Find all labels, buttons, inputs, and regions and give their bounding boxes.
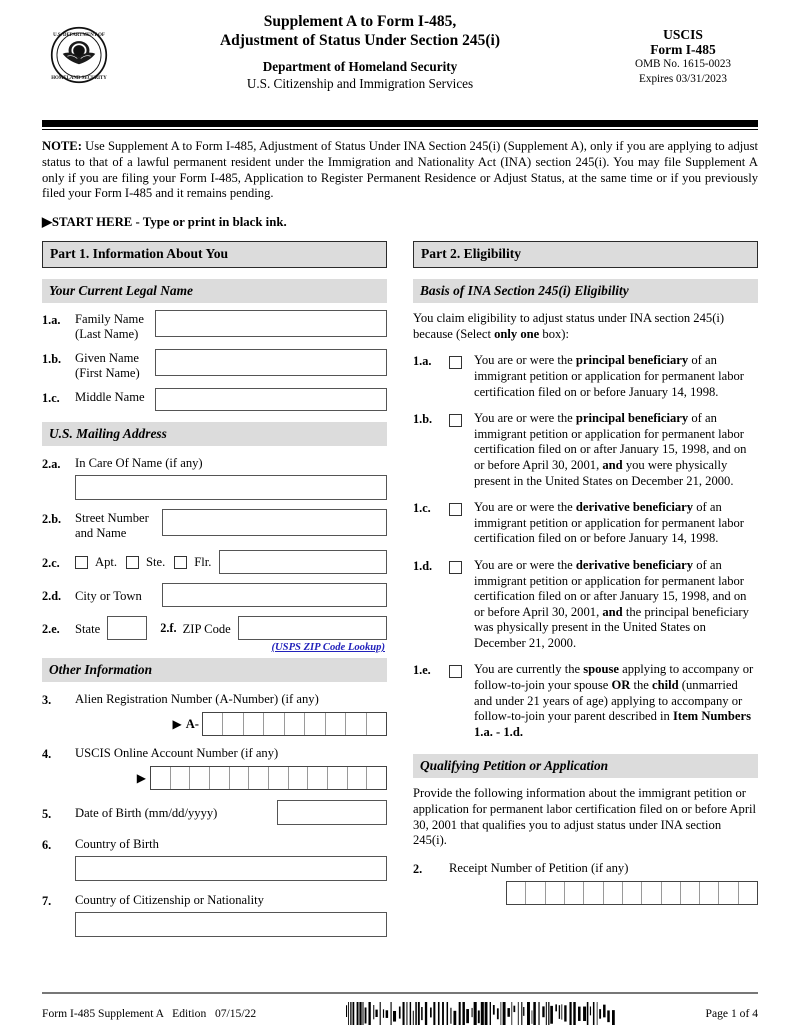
item-number-6: 6.: [42, 838, 52, 853]
given-name-label-line1: Given Name: [75, 351, 139, 366]
street-label-line2: and Name: [75, 526, 127, 541]
svg-text:HOMELAND SECURITY: HOMELAND SECURITY: [51, 75, 107, 81]
in-care-of-label: In Care Of Name (if any): [75, 456, 203, 471]
form-header: [42, 0, 758, 117]
item-number-1b: 1.b.: [413, 412, 433, 427]
field-row-family-name: [42, 310, 387, 342]
given-name-input[interactable]: [155, 349, 387, 376]
item-number-1b: 1.b.: [42, 352, 62, 367]
item-number-2a: 2.a.: [42, 457, 61, 472]
form-title-line1: Supplement A to Form I-485,: [263, 13, 457, 30]
country-of-citizenship-label: Country of Citizenship or Nationality: [75, 893, 264, 908]
field-row-state-zip: [42, 616, 387, 640]
flr-label: Flr.: [194, 554, 212, 569]
part1-header: Part 1. Information About You: [42, 241, 387, 268]
zip-input[interactable]: [238, 616, 387, 640]
eligibility-option-text: You are currently the spouse applying to accompany or follow-to-join your spouse OR the child (unmarried and under 21 years of age) applying to accompany or follow-to-join your parent described in Item Numbers 1.a. - 1.d.: [474, 662, 754, 739]
eligibility-checkbox-1a[interactable]: [449, 356, 462, 369]
country-of-birth-label: Country of Birth: [75, 837, 159, 852]
eligibility-options: [413, 353, 758, 740]
receipt-number-entry: [413, 881, 758, 905]
eligibility-instruction-c: box):: [539, 326, 569, 341]
legal-name-subheader: Your Current Legal Name: [42, 279, 387, 303]
footer-divider: [42, 992, 758, 994]
eligibility-checkbox-1e[interactable]: [449, 665, 462, 678]
eligibility-checkbox-1d[interactable]: [449, 561, 462, 574]
eligibility-instruction-b: only one: [494, 326, 540, 341]
item-number-3: 3.: [42, 693, 52, 708]
header-rule-thick: [42, 120, 758, 127]
note-paragraph: [42, 139, 758, 202]
eligibility-option: [413, 662, 758, 740]
city-label: City or Town: [75, 588, 142, 603]
eligibility-option: [413, 500, 758, 547]
eligibility-checkbox-1c[interactable]: [449, 503, 462, 516]
country-of-citizenship-input[interactable]: [75, 912, 387, 937]
footer-page-number: Page 1 of 4: [705, 1007, 758, 1020]
eligibility-option-text: You are or were the derivative beneficiary of an immigrant petition or application for permanent labor certification filed on or before January 14, 1998.: [474, 500, 744, 546]
zip-label: ZIP Code: [182, 621, 231, 636]
mailing-address-subheader: U.S. Mailing Address: [42, 422, 387, 446]
middle-name-input[interactable]: [155, 388, 387, 411]
receipt-number-label: Receipt Number of Petition (if any): [449, 860, 629, 875]
department-name: Department of Homeland Security: [262, 59, 458, 74]
item-number-1e: 1.e.: [413, 663, 431, 678]
a-number-prefix: A-: [185, 716, 199, 731]
page-footer: [42, 992, 758, 1025]
apt-checkbox[interactable]: [75, 556, 88, 569]
country-of-birth-input[interactable]: [75, 856, 387, 881]
in-care-of-input[interactable]: [75, 475, 387, 500]
state-label: State: [75, 621, 101, 636]
barcode-icon: [346, 1002, 616, 1025]
field-row-middle-name: [42, 388, 387, 411]
field-row-city: [42, 583, 387, 607]
field-row-given-name: [42, 349, 387, 381]
a-number-entry: [42, 712, 387, 736]
item-number-2f: 2.f.: [160, 620, 177, 635]
header-rule-thin: [42, 129, 758, 130]
apt-label: Apt.: [95, 554, 118, 569]
given-name-label-line2: (First Name): [75, 366, 140, 381]
field-row-country-birth: [42, 835, 387, 853]
qualifying-petition-text: Provide the following information about the immigrant petition or application for permanent labor certification filed on or before April 30, 2001 that qualifies you to adjust status under INA section 245(i).: [413, 786, 757, 848]
eligibility-option-text: You are or were the derivative beneficiary of an immigrant petition or application for permanent labor certification filed on or after January 15, 1998, and on or before April 30, 2001, and the principal beneficiary was physically present in the United States on December 21, 2000.: [474, 557, 749, 650]
eligibility-instruction-a: You claim eligibility to adjust status under INA section 245(i) because (Select: [413, 311, 725, 341]
date-of-birth-label: Date of Birth (mm/dd/yyyy): [75, 806, 218, 821]
other-information-subheader: Other Information: [42, 658, 387, 682]
uscis-form-info: [608, 28, 758, 86]
online-account-entry: [42, 766, 387, 790]
eligibility-instruction: [413, 311, 758, 342]
eligibility-option-text: You are or were the principal beneficiary of an immigrant petition or application for permanent labor certification filed on or after January 15, 1998, and on or before April 30, 2001, and you were physically present in the United States on December 21, 2000.: [474, 411, 747, 488]
field-row-online-account: [42, 744, 387, 762]
eligibility-option: [413, 558, 758, 652]
middle-name-label: Middle Name: [75, 390, 145, 405]
item-number-2b: 2.b.: [42, 512, 62, 527]
item-number-1a: 1.a.: [42, 313, 61, 328]
arrow-right-icon: ▶: [136, 771, 146, 786]
field-row-in-care-of: [42, 454, 387, 472]
city-input[interactable]: [162, 583, 387, 607]
item-number-4: 4.: [42, 747, 52, 762]
svg-text:U.S. DEPARTMENT OF: U.S. DEPARTMENT OF: [53, 32, 105, 38]
street-input[interactable]: [162, 509, 387, 536]
uscis-label: USCIS: [663, 27, 703, 42]
usps-zip-lookup-link[interactable]: (USPS ZIP Code Lookup): [271, 642, 385, 654]
unit-number-input[interactable]: [219, 550, 387, 574]
field-row-date-of-birth: [42, 800, 387, 825]
field-row-a-number: [42, 690, 387, 708]
a-number-input[interactable]: [202, 712, 387, 736]
item-number-2c: 2.c.: [42, 556, 60, 571]
field-row-receipt-number: [413, 859, 758, 877]
eligibility-option-text: You are or were the principal beneficiary of an immigrant petition or application for permanent labor certification filed on or before January 14, 1998.: [474, 353, 744, 399]
flr-checkbox[interactable]: [174, 556, 187, 569]
agency-name: U.S. Citizenship and Immigration Services: [246, 76, 474, 91]
part2-header: Part 2. Eligibility: [413, 241, 758, 268]
form-number: Form I-485: [650, 41, 716, 57]
field-row-unit-type: [42, 550, 387, 574]
qualifying-petition-subheader: Qualifying Petition or Application: [413, 754, 758, 778]
receipt-number-input[interactable]: [506, 881, 758, 905]
left-column: [42, 241, 387, 937]
note-label: NOTE:: [42, 139, 82, 153]
item-number-2e: 2.e.: [42, 622, 60, 637]
eligibility-option: [413, 411, 758, 489]
field-row-country-citizenship: [42, 891, 387, 909]
item-number-2d: 2.d.: [42, 589, 62, 604]
form-title-line2: Adjustment of Status Under Section 245(i): [219, 32, 500, 49]
note-text: Use Supplement A to Form I-485, Adjustment of Status Under INA Section 245(i) (Supplement A), only if you are applying to adjust status to that of a lawful permanent resident under the Immigration and Nationality Act (INA) section 245(i). You may file Supplement A only if you are filing your Form I-485, Application to Register Permanent Residence or Adjust Status, at the same time or if you previously filed your Form I-485 and it remains pending.: [42, 139, 758, 201]
field-row-street: [42, 509, 387, 541]
item-number-1d: 1.d.: [413, 558, 433, 573]
family-name-label-line1: Family Name: [75, 312, 144, 327]
item-number-5: 5.: [42, 806, 52, 821]
street-label-line1: Street Number: [75, 511, 149, 526]
ste-checkbox[interactable]: [126, 556, 139, 569]
dhs-seal-icon: [50, 26, 108, 84]
footer-form-edition: Form I-485 Supplement A Edition 07/15/22: [42, 1007, 257, 1020]
start-here-instruction: ▶START HERE - Type or print in black ink.: [42, 215, 287, 230]
right-column: [413, 241, 758, 937]
eligibility-checkbox-1b[interactable]: [449, 414, 462, 427]
item-number-1a: 1.a.: [413, 354, 432, 369]
basis-eligibility-subheader: Basis of INA Section 245(i) Eligibility: [413, 279, 758, 303]
footer-barcode: [256, 1002, 705, 1025]
arrow-right-icon: ▶: [172, 717, 182, 732]
item-number-1c: 1.c.: [42, 391, 60, 406]
omb-number: OMB No. 1615-0023: [634, 58, 732, 70]
date-of-birth-input[interactable]: [277, 800, 387, 825]
item-number-1c: 1.c.: [413, 501, 431, 516]
item-number-7: 7.: [42, 894, 52, 909]
state-input[interactable]: [107, 616, 147, 640]
expiration-date: Expires 03/31/2023: [639, 72, 727, 85]
ste-label: Ste.: [146, 554, 166, 569]
online-account-label: USCIS Online Account Number (if any): [75, 746, 279, 761]
online-account-input[interactable]: [150, 766, 387, 790]
a-number-label: Alien Registration Number (A-Number) (if any): [75, 692, 319, 707]
item-number-2: 2.: [413, 861, 423, 876]
family-name-input[interactable]: [155, 310, 387, 337]
eligibility-option: [413, 353, 758, 400]
family-name-label-line2: (Last Name): [75, 327, 139, 342]
